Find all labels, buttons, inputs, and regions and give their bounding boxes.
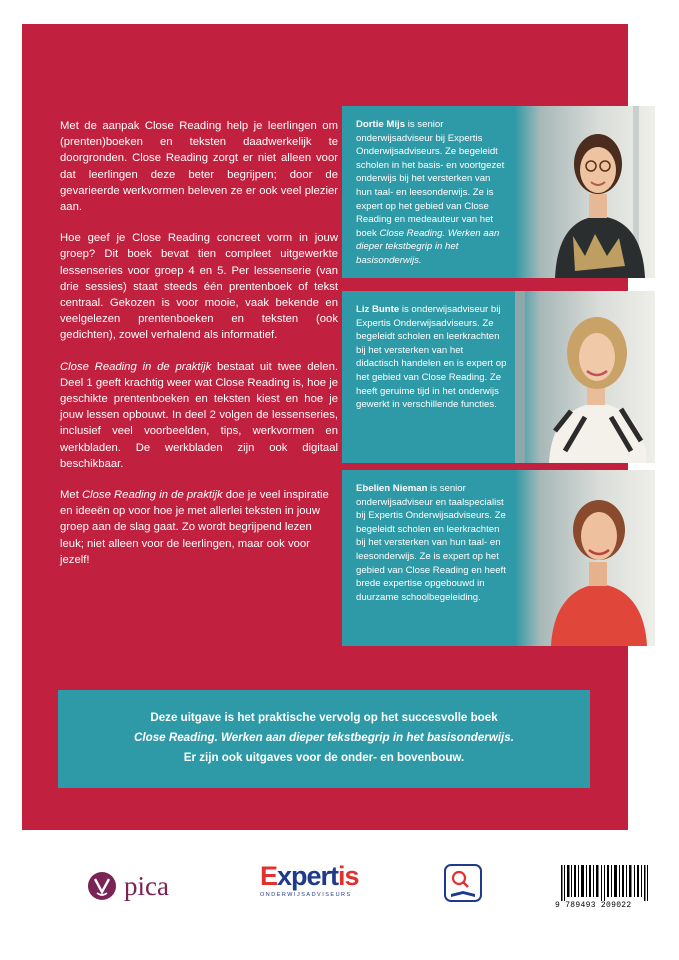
callout-line-2 (58, 728, 590, 748)
intro-paragraph-4 (60, 487, 338, 568)
author-bio (342, 291, 508, 412)
callout-line-3: Er zijn ook uitgaves voor de onder- en bovenbouw. (183, 751, 465, 764)
expertis-logo (260, 862, 372, 912)
author-card-ebelien-nieman (342, 470, 655, 646)
author-book-title: Close Reading. Werken aan dieper tekstbegrip in het basisonderwijs. (356, 227, 500, 266)
author-card-dortie-mijs (342, 106, 655, 278)
intro-paragraph-3-text: bestaat uit twee delen. Deel 1 geeft krachtig weer wat Close Reading is, hoe je geschikte prentenboeken en teksten kiest en hoe je jouw lessen opbouwt. In deel 2 volgen de lessenseries, inclusief veel voorbeelden, tips, werkvormen en werkbladen. De werkbladen zijn ook digitaal beschikbaar. (60, 360, 338, 470)
author-card-liz-bunte (342, 291, 655, 463)
callout-book-title: Close Reading. Werken aan dieper tekstbegrip in het basisonderwijs. (134, 731, 514, 744)
author-bio-text: is senior onderwijsadviseur bij Expertis Onderwijsadviseurs. Ze begeleidt scholen in het basis- en voortgezet onderwijs bij het versterken van hun taal- en leesonderwijs. Ze is expert op het gebied van Close Reading en medeauteur van het boek (356, 119, 505, 239)
expertis-letters-is: is (338, 861, 359, 891)
expertis-wordmark (260, 862, 372, 890)
portrait-illustration (515, 291, 655, 463)
expertis-letters-xpert: xpert (277, 861, 339, 891)
author-photo (515, 291, 655, 463)
reader-icon (444, 864, 482, 902)
isbn-digits: 9 789493 209022 (555, 901, 632, 910)
author-name: Liz Bunte (356, 304, 400, 315)
intro-paragraph-3 (60, 359, 338, 472)
book-title: Close Reading in de praktijk (60, 360, 212, 373)
barcode-bars (555, 865, 655, 901)
author-name: Ebelien Nieman (356, 483, 428, 494)
intro-paragraph-4-lead: Met (60, 489, 82, 502)
pica-wordmark: pica (124, 870, 169, 901)
intro-paragraph-2: Hoe geef je Close Reading concreet vorm in jouw groep? Dit boek bevat tien compleet uitgewerkte lessenseries voor groep 4 en 5. Per lessenserie (van drie sessies) staat steeds één prentenboek of tekst centraal. Gekozen is voor mooie, vaak bekende en veelgelezen prentenboeken en teksten (ook gedichten), zowel verhalend als informatief. (60, 232, 338, 342)
portrait-illustration (515, 106, 655, 278)
isbn-barcode (555, 865, 655, 915)
author-bio-text: is onderwijsadviseur bij Expertis Onderwijsadviseurs. Ze begeleidt scholen en leerkrachten bij het versterken van het didactisch handelen en is expert op het gebied van Close Reading. Ze heeft geruime tijd in het onderwijs gewerkt in verschillende functies. (356, 304, 507, 411)
intro-text (60, 118, 338, 583)
author-photo (515, 470, 655, 646)
reading-badge-logo (444, 864, 482, 902)
author-photo (515, 106, 655, 278)
portrait-illustration (515, 470, 655, 646)
author-bio (342, 106, 508, 268)
pica-logo (86, 864, 196, 908)
intro-paragraph-4-text: doe je veel inspiratie en ideeën op voor hoe je met allerlei teksten in jouw groep aan de slag gaat. Zo wordt begrijpend lezen leuk; niet alleen voor de leerlingen, maar ook voor jezelf! (60, 489, 329, 566)
author-name: Dortie Mijs (356, 119, 406, 130)
callout-box (58, 690, 590, 788)
intro-paragraph-1: Met de aanpak Close Reading help je leerlingen om (prenten)boeken en teksten daadwerkelijk te doorgronden. Close Reading zorgt er niet alleen voor dat leerlingen deze beter begrijpen; door de gevarieerde werkvormen beleven ze er ook veel plezier aan. (60, 120, 338, 214)
pica-emblem-icon (86, 870, 118, 902)
expertis-tagline: ONDERWIJSADVISEURS (260, 892, 352, 898)
callout-line-1: Deze uitgave is het praktische vervolg op het succesvolle boek (150, 711, 498, 724)
book-title: Close Reading in de praktijk (81, 489, 223, 502)
author-bio (342, 470, 508, 604)
author-bio-text: is senior onderwijsadviseur en taalspecialist bij Expertis Onderwijsadviseurs. Ze begeleidt scholen en leerkrachten bij het versterken van hun taal- en leesonderwijs. Ze is expert op het gebied van Close Reading en heeft brede expertise opgebouwd in duurzame schoolbegeleiding. (356, 483, 506, 603)
expertis-letter-e: E (260, 861, 278, 891)
